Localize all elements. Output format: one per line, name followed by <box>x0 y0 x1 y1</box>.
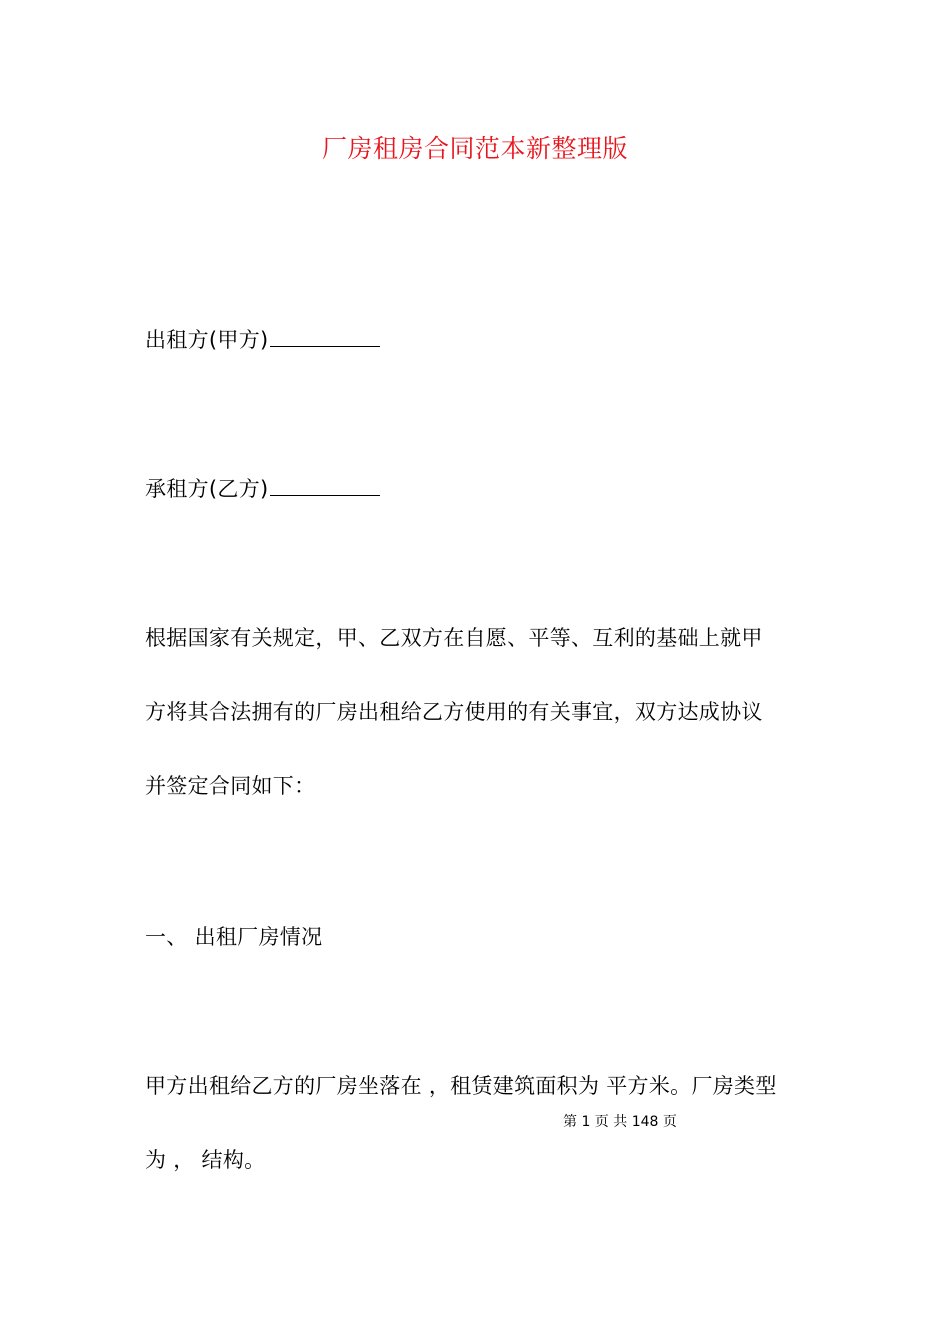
section1-heading: 一、 出租厂房情况 <box>145 925 323 949</box>
lessor-label: 出租方(甲方) <box>145 328 269 352</box>
intro-line: 并签定合同如下： <box>145 774 316 798</box>
lessor-blank <box>270 326 380 347</box>
lessee-blank <box>270 475 380 496</box>
page-footer: 第 1 页 共 148 页 <box>563 1114 677 1130</box>
lessee-line <box>145 474 380 504</box>
section1-line1: 甲方出租给乙方的厂房坐落在 ，租赁建筑面积为 平方米。厂房类型 <box>145 1074 777 1098</box>
document-title: 厂房租房合同范本新整理版 <box>321 134 628 163</box>
intro-line: 根据国家有关规定，甲、乙双方在自愿、平等、互利的基础上就甲 <box>145 626 763 650</box>
section1-line2: 为 ， 结构。 <box>145 1148 266 1172</box>
lessee-label: 承租方(乙方) <box>145 477 269 501</box>
intro-line: 方将其合法拥有的厂房出租给乙方使用的有关事宜，双方达成协议 <box>145 700 763 724</box>
intro-paragraph <box>145 623 807 801</box>
lessor-line <box>145 325 380 355</box>
